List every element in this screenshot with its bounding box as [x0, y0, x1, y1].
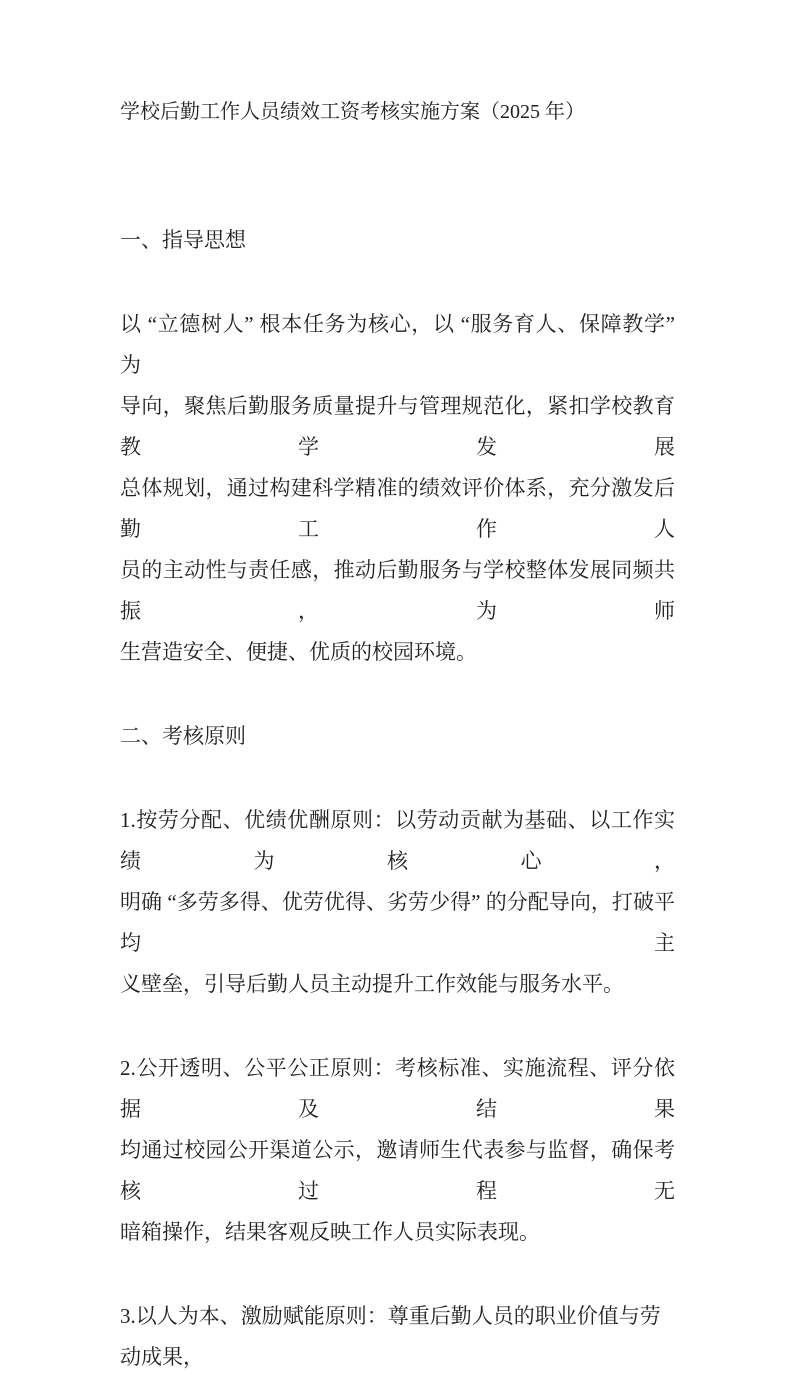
paragraph-principle-1: [120, 800, 675, 1005]
text-line: 生营造安全、便捷、优质的校园环境。: [120, 640, 477, 664]
document-title: 学校后勤工作人员绩效工资考核实施方案（2025 年）: [120, 101, 585, 123]
text-line: 导向，聚焦后勤服务质量提升与管理规范化，紧扣学校教育教学发展: [120, 394, 675, 459]
section-heading-guiding-ideology: 一、指导思想: [120, 228, 246, 252]
text-line: 均通过校园公开渠道公示，邀请师生代表参与监督，确保考核过程无: [120, 1138, 675, 1203]
paragraph-guiding-ideology: [120, 304, 675, 673]
text-line: 员的主动性与责任感，推动后勤服务与学校整体发展同频共振，为师: [120, 558, 675, 623]
text-line: 总体规划，通过构建科学精准的绩效评价体系，充分激发后勤工作人: [120, 476, 675, 541]
paragraph-principle-2: [120, 1048, 675, 1253]
text-line: 3.以人为本、激励赋能原则：尊重后勤人员的职业价值与劳动成果，: [120, 1304, 661, 1369]
text-line: 暗箱操作，结果客观反映工作人员实际表现。: [120, 1220, 540, 1244]
text-line: 2.公开透明、公平公正原则：考核标准、实施流程、评分依据及结果: [120, 1056, 675, 1121]
text-line: 以 “立德树人” 根本任务为核心，以 “服务育人、保障教学” 为: [120, 312, 675, 377]
text-line: 明确 “多劳多得、优劳优得、劣劳少得” 的分配导向，打破平均主: [120, 890, 675, 955]
text-line: 义壁垒，引导后勤人员主动提升工作效能与服务水平。: [120, 972, 624, 996]
text-line: 1.按劳分配、优绩优酬原则：以劳动贡献为基础、以工作实绩为核心，: [120, 808, 675, 873]
paragraph-principle-3: [120, 1296, 675, 1378]
section-heading-assessment-principles: 二、考核原则: [120, 724, 246, 748]
